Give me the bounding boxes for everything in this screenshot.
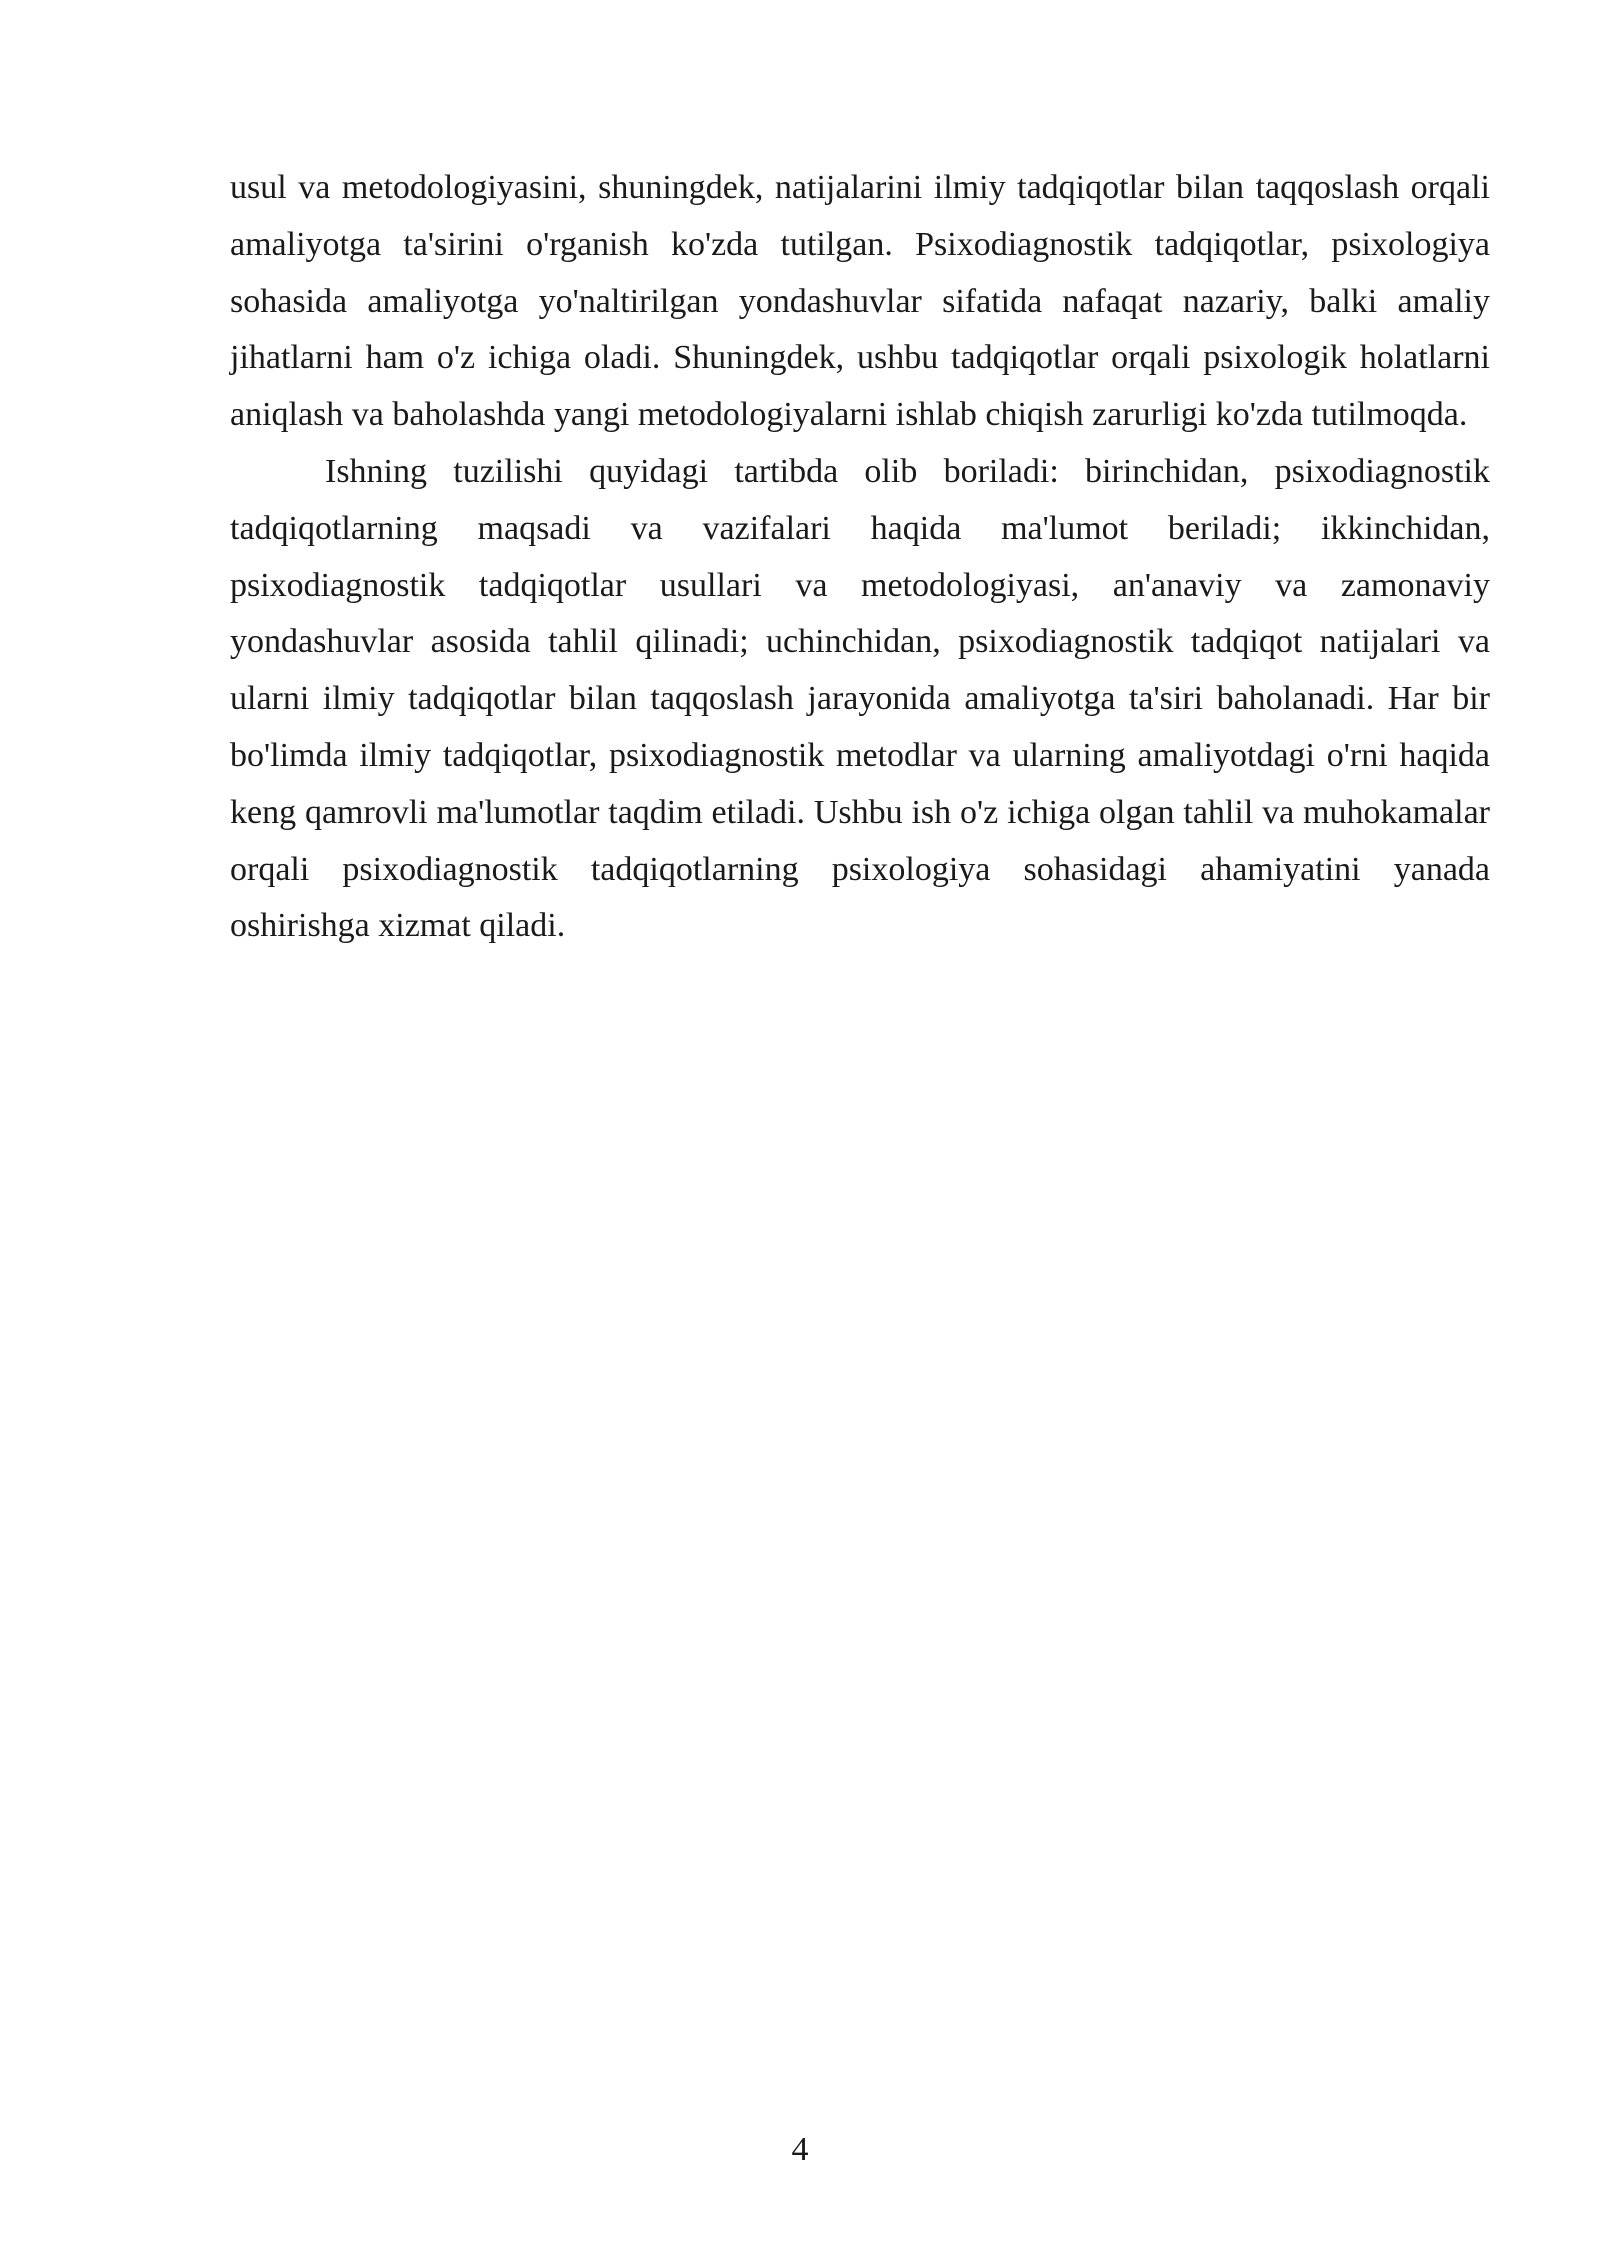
body-text [230,160,1490,955]
page-number: 4 [791,2131,809,2168]
paragraph-structure: Ishning tuzilishi quyidagi tartibda olib boriladi: birinchidan, psixodiagnostik tadqiqotlarning maqsadi va vazifalari haqida ma'lumot beriladi; ikkinchidan, psixodiagnostik tadqiqotlar usullari va metodologiyasi, an'anaviy va zamonaviy yondashuvlar asosida tahlil qilinadi; uchinchidan, psixodiagnostik tadqiqot natijalari va ularni ilmiy tadqiqotlar bilan taqqoslash jarayonida amaliyotga ta'siri baholanadi. Har bir bo'limda ilmiy tadqiqotlar, psixodiagnostik metodlar va ularning amaliyotdagi o'rni haqida keng qamrovli ma'lumotlar taqdim etiladi. Ushbu ish o'z ichiga olgan tahlil va muhokamalar orqali psixodiagnostik tadqiqotlarning psixologiya sohasidagi ahamiyatini yanada oshirishga xizmat qiladi. [230,452,1490,945]
paragraph-continuation: usul va metodologiyasini, shuningdek, natijalarini ilmiy tadqiqotlar bilan taqqoslash orqali amaliyotga ta'sirini o'rganish ko'zda tutilgan. Psixodiagnostik tadqiqotlar, psixologiya sohasida amaliyotga yo'naltirilgan yondashuvlar sifatida nafaqat nazariy, balki amaliy jihatlarni ham o'z ichiga oladi. Shuningdek, ushbu tadqiqotlar orqali psixologik holatlarni aniqlash va baholashda yangi metodologiyalarni ishlab chiqish zarurligi ko'zda tutilmoqda. [230,169,1490,434]
